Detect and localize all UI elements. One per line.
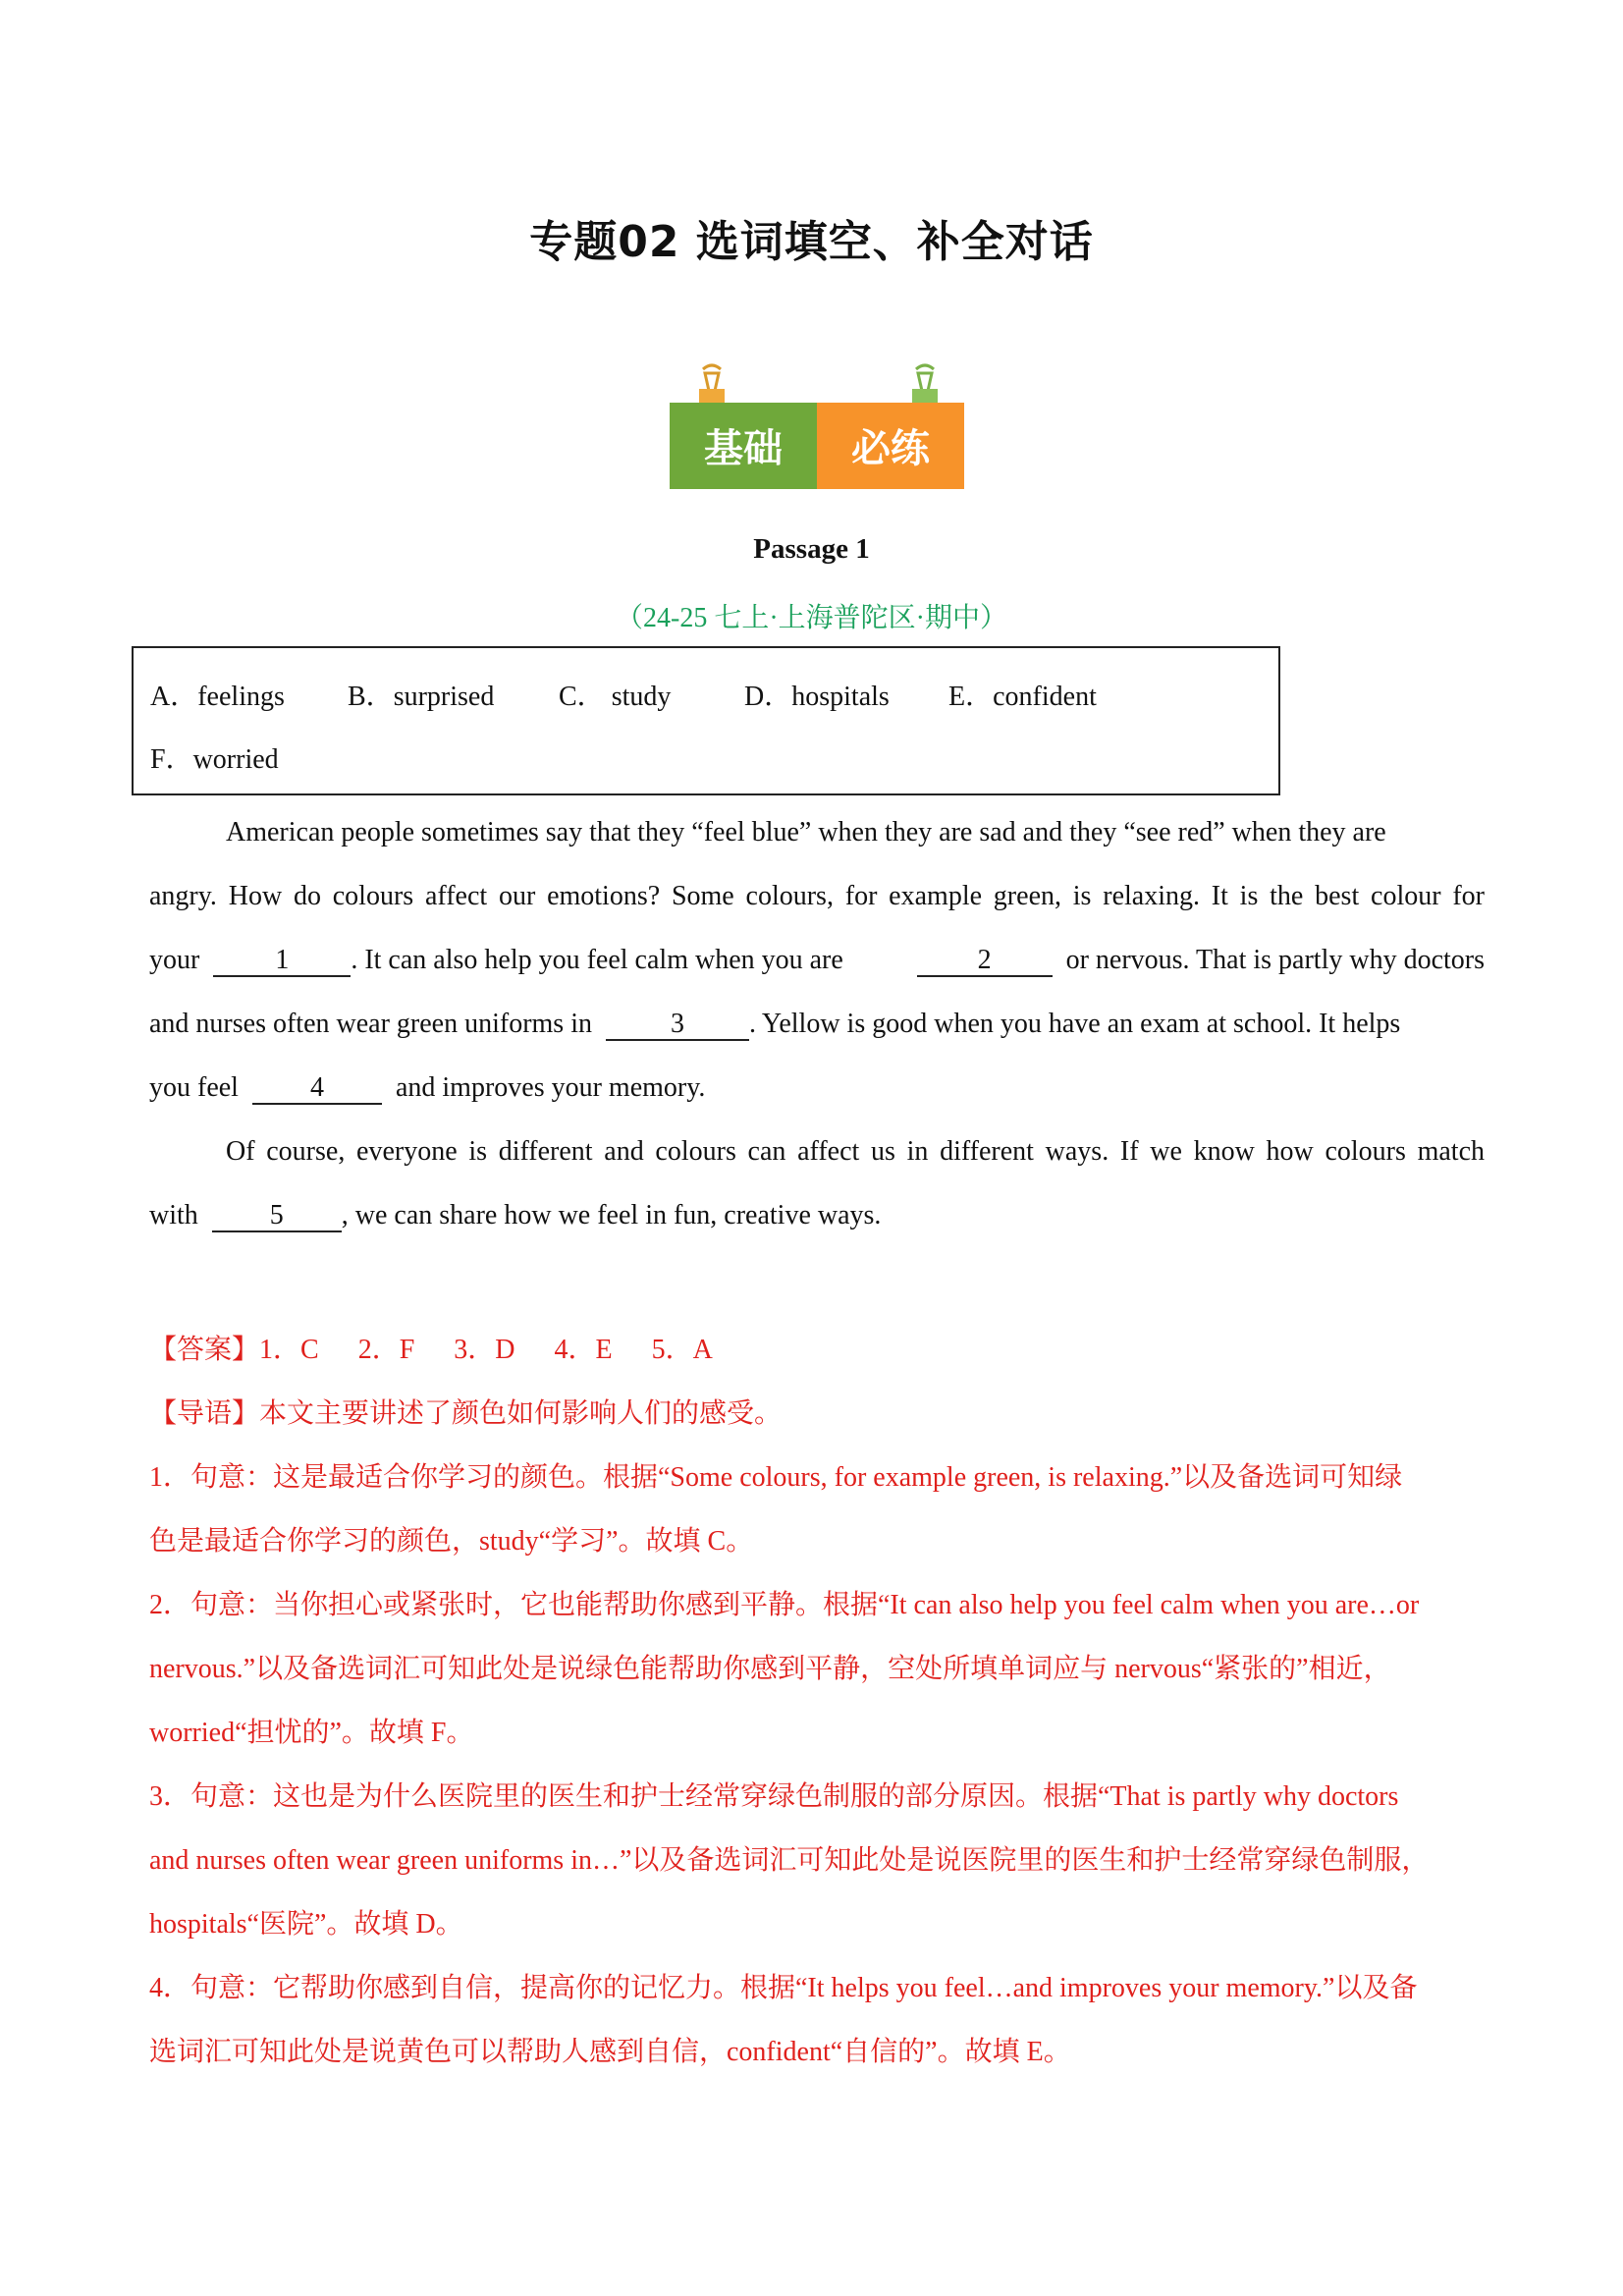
page-title: 专题02 选词填空、补全对话 (529, 217, 1094, 267)
section-badge (668, 363, 967, 491)
binder-clip-icon (699, 365, 725, 405)
explanation-line: 4．句意：它帮助你感到自信，提高你的记忆力。根据“It helps you feel…and improves your memory.”以及备 (149, 1973, 1418, 2003)
answer-line: 【答案】1．C 2．F 3．D 4．E 5．A (149, 1335, 713, 1365)
passage-line: angry. How do colours affect our emotions? Some colours, for example green, is relaxing. It is the best colour for (149, 881, 1485, 911)
passage-line: you feel 4 and improves your memory. (149, 1072, 706, 1103)
explanation-line: 色是最适合你学习的颜色，study“学习”。故填 C。 (149, 1526, 754, 1557)
guide-line: 【导语】本文主要讲述了颜色如何影响人们的感受。 (149, 1398, 783, 1429)
blank-4[interactable]: 4 (252, 1073, 382, 1105)
passage-line: your 1 . It can also help you feel calm when you are 2 or nervous. That is partly why doctors (149, 945, 1485, 975)
option-b: B．surprised (348, 682, 495, 712)
option-c: C． study (559, 682, 672, 712)
binder-clip-icon (912, 365, 938, 405)
explanation-line: worried“担忧的”。故填 F。 (149, 1718, 474, 1748)
explanation-line: nervous.”以及备选词汇可知此处是说绿色能帮助你感到平静，空处所填单词应与 nervous“紧张的”相近， (149, 1654, 1391, 1684)
option-f: F．worried (150, 744, 279, 775)
passage-line: Of course, everyone is different and colours can affect us in different ways. If we know how colours match (226, 1136, 1485, 1167)
blank-1[interactable]: 1 (213, 946, 351, 977)
badge-right-text: 必练 (851, 426, 930, 471)
explanation-line: 2．句意：当你担心或紧张时，它也能帮助你感到平静。根据“It can also help you feel calm when you are…or (149, 1590, 1420, 1620)
blank-3[interactable]: 3 (606, 1010, 749, 1041)
passage-title: Passage 1 (753, 533, 870, 565)
source-note: （24-25 七上·上海普陀区·期中） (616, 603, 1007, 633)
explanation-line: 选词汇可知此处是说黄色可以帮助人感到自信，confident“自信的”。故填 E。 (149, 2037, 1071, 2067)
blank-2[interactable]: 2 (917, 946, 1053, 977)
option-d: D．hospitals (744, 682, 890, 712)
explanation-line: 1．句意：这是最适合你学习的颜色。根据“Some colours, for example green, is relaxing.”以及备选词可知绿 (149, 1462, 1403, 1493)
explanation-line: 3．句意：这也是为什么医院里的医生和护士经常穿绿色制服的部分原因。根据“That is partly why doctors (149, 1781, 1399, 1812)
option-e: E．confident (948, 682, 1097, 712)
explanation-line: and nurses often wear green uniforms in…”以及备选词汇可知此处是说医院里的医生和护士经常穿绿色制服， (149, 1845, 1430, 1876)
word-options-box (132, 646, 1280, 795)
passage-line: with 5 , we can share how we feel in fun, creative ways. (149, 1200, 882, 1230)
passage-line: and nurses often wear green uniforms in 3 . Yellow is good when you have an exam at school. It helps (149, 1009, 1401, 1039)
passage-line: American people sometimes say that they “feel blue” when they are sad and they “see red” when they are (226, 817, 1386, 847)
explanation-line: hospitals“医院”。故填 D。 (149, 1909, 463, 1940)
badge-left-text: 基础 (704, 426, 783, 471)
option-a: A．feelings (150, 682, 285, 712)
blank-5[interactable]: 5 (212, 1201, 342, 1232)
